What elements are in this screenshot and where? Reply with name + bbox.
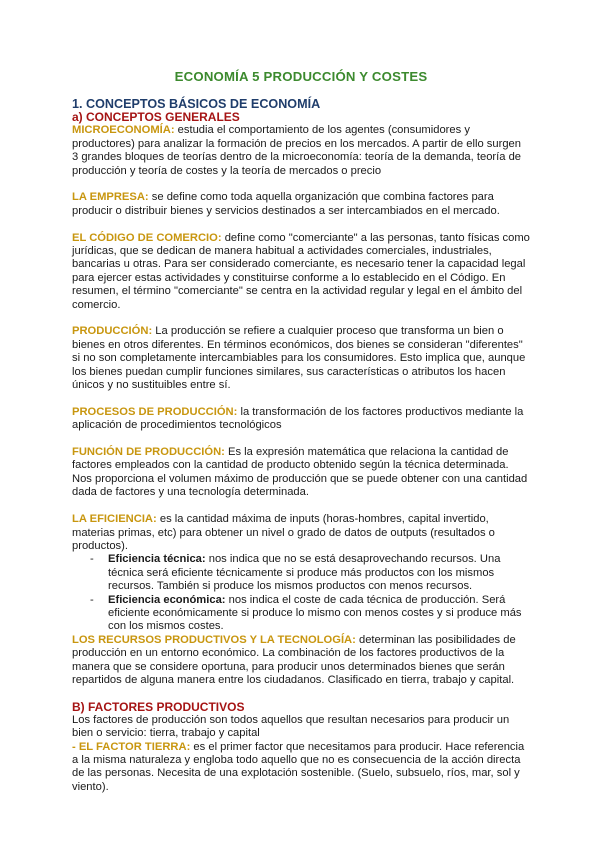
- section-heading: 1. CONCEPTOS BÁSICOS DE ECONOMÍA: [72, 97, 321, 112]
- definition: nos indica que no se está desaprovechando recursos. Una técnica será eficiente técnicamente si produce más productos con los mismos recursos. También si produce los mismos productos con menos recursos.: [108, 553, 501, 593]
- definition: determinan las posibilidades de producción en un entorno económico. La combinación de los factores productivos de la manera que se considere oportuna, para producir unos determinados bienes que serán repartidos de alguna manera entre los ciudadanos. Clasificado en tierra, trabajo y capital.: [72, 633, 516, 686]
- term: EL CÓDIGO DE COMERCIO:: [72, 231, 222, 244]
- bullet-dash: -: [90, 593, 94, 606]
- definition: es la cantidad máxima de inputs (horas-hombres, capital invertido, materias primas, etc) para obtener un nivel o grado de datos de outputs (resultados o productos).: [72, 513, 495, 552]
- term: Eficiencia técnica:: [108, 553, 206, 566]
- paragraph-factores-intro: Los factores de producción son todos aquellos que resultan necesarios para producir un bien o servicio: tierra, trabajo y capital: [72, 713, 510, 740]
- term: LA EMPRESA:: [72, 191, 149, 204]
- subsection-heading: a) CONCEPTOS GENERALES: [72, 110, 240, 125]
- document-title: ECONOMÍA 5 PRODUCCIÓN Y COSTES: [174, 69, 428, 84]
- paragraph-recursos: [72, 634, 530, 688]
- term: PRODUCCIÓN:: [72, 325, 153, 338]
- paragraph-microeconomia: [72, 124, 530, 178]
- paragraph-produccion: [72, 325, 530, 392]
- definition: se define como toda aquella organización que combina factores para producir o distribuir bienes y servicios destinados a ser intercambiados en el mercado.: [72, 191, 500, 217]
- paragraph-empresa: [72, 191, 530, 218]
- document-content: [72, 70, 530, 808]
- definition: La producción se refiere a cualquier proceso que transforma un bien o bienes en otros diferentes. En términos económicos, dos bienes se consideran "diferentes" si no son completamente intercambiables para los consumidores. Esto implica que, aunque los bienes puedan cumplir funciones similares, sus características o atributos los hacen únicos y no sustituibles entre sí.: [72, 325, 526, 392]
- definition: la transformación de los factores productivos mediante la aplicación de procedimientos tecnológicos: [72, 405, 524, 432]
- paragraph-codigo-comercio: [72, 232, 530, 312]
- definition: estudia el comportamiento de los agentes (consumidores y productores) para analizar la formación de precios en los mercados. A partir de ello surgen 3 grandes bloques de teorías dentro de la microeconomía: teoría de la demanda, teoría de producción y teoría de costes y la teoría de mercados o precio: [72, 124, 522, 177]
- term: LA EFICIENCIA:: [72, 513, 157, 526]
- term: FUNCIÓN DE PRODUCCIÓN:: [72, 446, 225, 459]
- list-item: [72, 594, 530, 634]
- definition: define como "comerciante" a las personas, tanto físicas como jurídicas, que se dedican de manera habitual a actividades comerciales, industriales, bancarias u otras. Para ser considerado comerciante, es necesario tener la capacidad legal para ejercer estas actividades y constituirse conforme a lo establecido en el Código. En resumen, el término "comerciante" se centra en la actividad regular y legal en el ámbito del comercio.: [72, 231, 530, 311]
- efficiency-list: [72, 553, 530, 633]
- term: MICROECONOMÍA:: [72, 124, 175, 137]
- definition: Es la expresión matemática que relaciona la cantidad de factores empleados con la cantidad de producto obtenido según la técnica determinada. Nos proporciona el volumen máximo de producción que se puede obtener con una cantidad dada de factores y una tecnología determinada.: [72, 446, 528, 499]
- definition: nos indica el coste de cada técnica de producción. Será eficiente económicamente si produce lo mismo con menos costes y si produce más con los mismos costes.: [108, 593, 522, 633]
- bullet-dash: -: [90, 553, 94, 566]
- term: - EL FACTOR TIERRA:: [72, 740, 191, 753]
- paragraph-eficiencia: [72, 513, 530, 553]
- paragraph-procesos: [72, 406, 530, 433]
- paragraph-factor-tierra: [72, 741, 530, 795]
- term: Eficiencia económica:: [108, 593, 226, 606]
- term: LOS RECURSOS PRODUCTIVOS Y LA TECNOLOGÍA:: [72, 633, 356, 646]
- subsection-heading: B) FACTORES PRODUCTIVOS: [72, 699, 245, 714]
- definition: es el primer factor que necesitamos para producir. Hace referencia a la misma naturaleza y engloba todo aquello que no es consecuencia de la acción directa de las personas. Necesita de una explotación sostenible. (Suelo, subsuelo, ríos, mar, sol y viento).: [72, 740, 525, 793]
- term: PROCESOS DE PRODUCCIÓN:: [72, 405, 238, 418]
- list-item: [72, 553, 530, 593]
- paragraph-funcion: [72, 446, 530, 500]
